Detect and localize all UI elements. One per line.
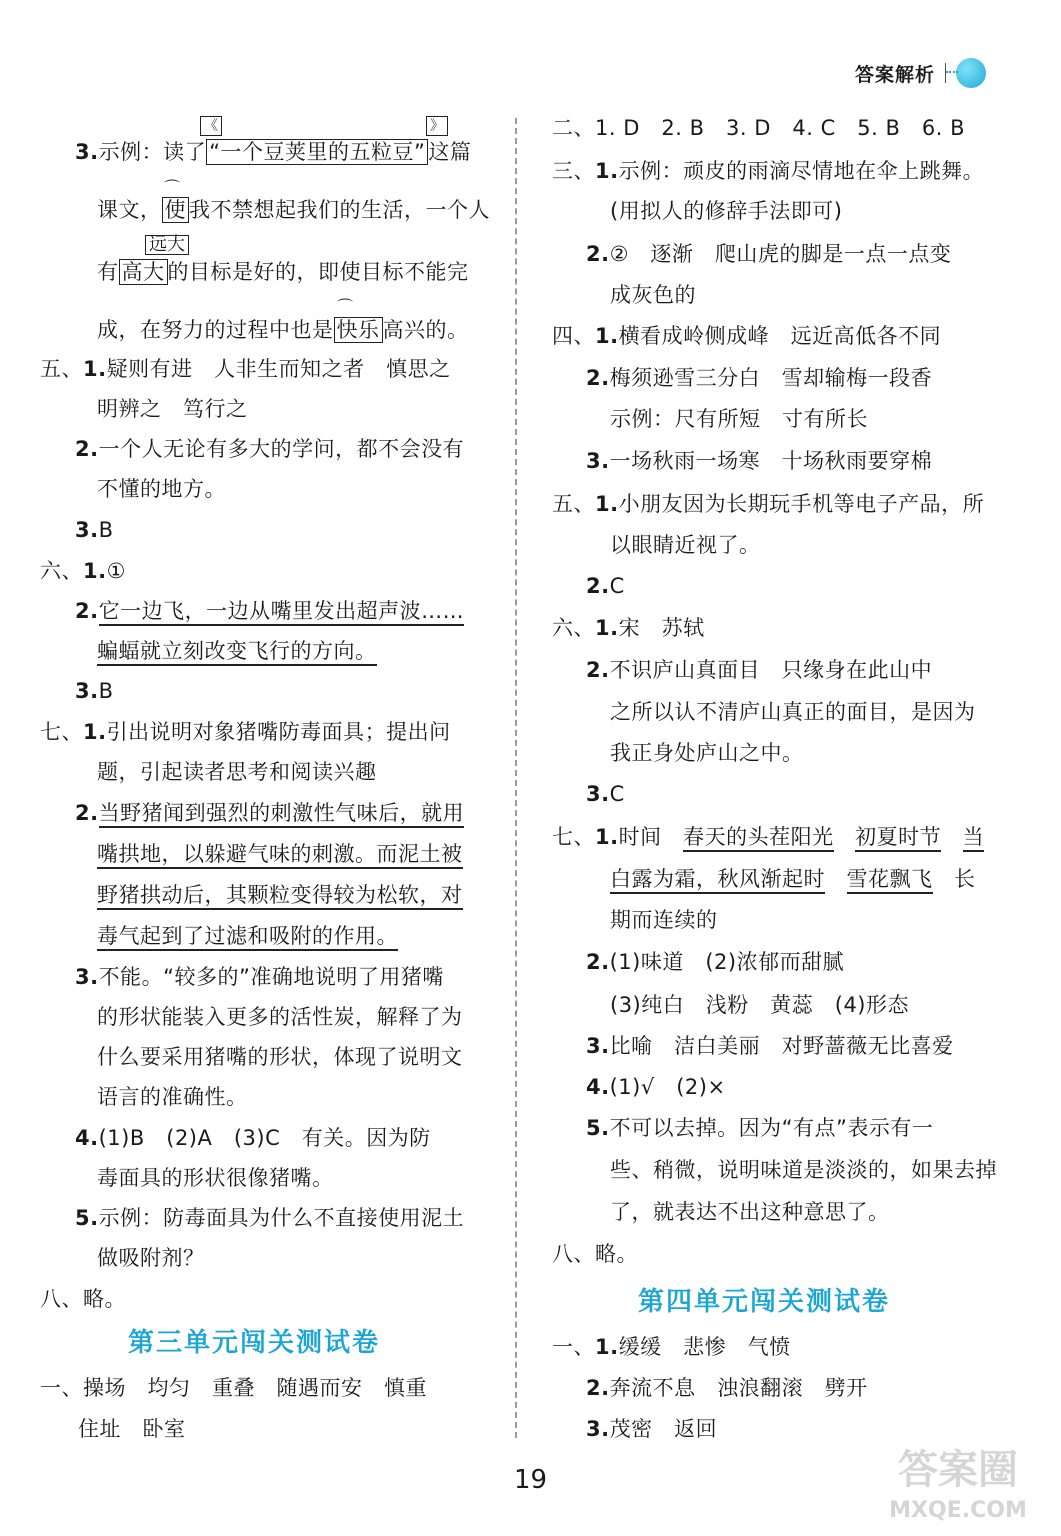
answer-line: (用拟人的修辞手法即可) bbox=[610, 199, 843, 223]
answer-line: 不懂的地方。 bbox=[97, 477, 226, 501]
correction-note: 》 bbox=[426, 116, 448, 136]
answer-line: 期而连续的 bbox=[610, 908, 718, 932]
answer-line: 有 高大 的目标是好的，即使目标不能完 bbox=[97, 260, 469, 284]
answer-line: 5.示例：防毒面具为什么不直接使用泥土 bbox=[75, 1206, 465, 1230]
answer-line: 成灰色的 bbox=[610, 283, 696, 307]
answer-line: 八、略。 bbox=[40, 1287, 126, 1311]
answer-line: 明辨之 笃行之 bbox=[97, 397, 248, 421]
header-title: 答案解析 bbox=[854, 63, 935, 86]
answer-line: (3)纯白 浅粉 黄蕊 (4)形态 bbox=[610, 993, 909, 1017]
answer-line: 4.(1)√ (2)× bbox=[586, 1075, 726, 1099]
answer-line: 成，在努力的过程中也是 快乐 高兴的。 bbox=[97, 318, 469, 342]
answer-line: 2.不识庐山真面目 只缘身在此山中 bbox=[586, 658, 933, 682]
correction-note: 远大 bbox=[145, 235, 189, 255]
answer-line: 2.它一边飞，一边从嘴里发出超声波…… bbox=[75, 597, 464, 625]
answer-line: 2.C bbox=[586, 574, 625, 598]
answer-line: 3.一场秋雨一场寒 十场秋雨要穿棉 bbox=[586, 449, 933, 473]
answer-line: 五、1.疑则有进 人非生而知之者 慎思之 bbox=[40, 357, 451, 381]
answer-line: 六、1.宋 苏轼 bbox=[552, 616, 705, 640]
answer-line: 了，就表达不出这种意思了。 bbox=[610, 1200, 890, 1224]
answer-line: 六、1.① bbox=[40, 559, 126, 583]
answer-line: 住址 卧室 bbox=[78, 1417, 186, 1441]
answer-line: 3.不能。“较多的”准确地说明了用猪嘴 bbox=[75, 965, 444, 989]
answer-line: 4.(1)B (2)A (3)C 有关。因为防 bbox=[75, 1126, 431, 1150]
answer-line: 2.一个人无论有多大的学问，都不会没有 bbox=[75, 437, 465, 461]
answer-line: 八、略。 bbox=[552, 1242, 638, 1266]
column-divider bbox=[515, 118, 517, 1438]
answer-line: 2.当野猪闻到强烈的刺激性气味后，就用 bbox=[75, 799, 464, 827]
answer-line: 3.示例：读了 “一个豆荚里的五粒豆” 这篇 bbox=[75, 140, 472, 164]
unit-title: 第四单元闯关测试卷 bbox=[638, 1287, 891, 1317]
answer-line: 七、1.时间 春天的头茬阳光 初夏时节 当 bbox=[552, 823, 984, 851]
answer-line: 些、稍微，说明味道是淡淡的，如果去掉 bbox=[610, 1158, 997, 1182]
answer-line: 二、1. D 2. B 3. D 4. C 5. B 6. B bbox=[552, 116, 965, 140]
answer-line: 5.不可以去掉。因为“有点”表示有一 bbox=[586, 1116, 934, 1140]
answer-line: 3.B bbox=[75, 679, 114, 703]
answer-line: 3.比喻 洁白美丽 对野蔷薇无比喜爱 bbox=[586, 1034, 954, 1058]
answer-line: 三、1.示例：顽皮的雨滴尽情地在伞上跳舞。 bbox=[552, 159, 985, 183]
svg-text:MXQE.COM: MXQE.COM bbox=[889, 1498, 1027, 1523]
answer-line: 毒气起到了过滤和吸附的作用。 bbox=[97, 922, 398, 950]
answer-line: 一、操场 均匀 重叠 随遇而安 慎重 bbox=[40, 1376, 427, 1400]
answer-line: 我正身处庐山之中。 bbox=[610, 741, 804, 765]
answer-line: 示例：尺有所短 寸有所长 bbox=[610, 407, 868, 431]
answer-line: 2.② 逐渐 爬山虎的脚是一点一点变 bbox=[586, 242, 952, 266]
header-logo-icon bbox=[956, 58, 986, 88]
answer-line: 以眼睛近视了。 bbox=[610, 533, 761, 557]
page-header bbox=[855, 58, 986, 88]
answer-line: 蝙蝠就立刻改变飞行的方向。 bbox=[97, 637, 377, 665]
watermark-logo bbox=[876, 1441, 1041, 1526]
answer-line: 2.(1)味道 (2)浓郁而甜腻 bbox=[586, 950, 845, 974]
page-number: 19 bbox=[513, 1465, 548, 1495]
answer-line: 的形状能装入更多的活性炭，解释了为 bbox=[97, 1005, 463, 1029]
svg-text:答案圈: 答案圈 bbox=[898, 1447, 1018, 1493]
unit-title: 第三单元闯关测试卷 bbox=[128, 1328, 381, 1358]
answer-line: 3.C bbox=[586, 782, 625, 806]
answer-line: 嘴拱地，以躲避气味的刺激。而泥土被 bbox=[97, 840, 463, 868]
answer-line: 野猪拱动后，其颗粒变得较为松软，对 bbox=[97, 881, 463, 909]
answer-line: 白露为霜，秋风渐起时 雪花飘飞 长 bbox=[610, 865, 976, 893]
answer-line: 课文， 使 我不禁想起我们的生活，一个人 bbox=[97, 198, 490, 222]
answer-line: 题，引起读者思考和阅读兴趣 bbox=[97, 760, 377, 784]
answer-line: 3.B bbox=[75, 518, 114, 542]
caret-mark: ⌒ bbox=[164, 178, 181, 197]
answer-line: 2.奔流不息 浊浪翻滚 劈开 bbox=[586, 1376, 868, 1400]
answer-line: 语言的准确性。 bbox=[97, 1085, 248, 1109]
answer-line: 3.茂密 返回 bbox=[586, 1417, 718, 1441]
answer-line: 五、1.小朋友因为长期玩手机等电子产品，所 bbox=[552, 492, 985, 516]
answer-line: 2.梅须逊雪三分白 雪却输梅一段香 bbox=[586, 366, 933, 390]
answer-line: 毒面具的形状很像猪嘴。 bbox=[97, 1166, 334, 1190]
answer-line: 做吸附剂？ bbox=[97, 1246, 205, 1270]
caret-mark: ⌒ bbox=[337, 297, 354, 316]
answer-line: 四、1.横看成岭侧成峰 远近高低各不同 bbox=[552, 324, 942, 348]
answer-line: 什么要采用猪嘴的形状，体现了说明文 bbox=[97, 1045, 463, 1069]
answer-line: 一、1.缓缓 悲惨 气愤 bbox=[552, 1335, 791, 1359]
correction-note: 《 bbox=[200, 116, 222, 136]
answer-line: 七、1.引出说明对象猪嘴防毒面具；提出问 bbox=[40, 720, 451, 744]
answer-line: 之所以认不清庐山真正的面目，是因为 bbox=[610, 700, 976, 724]
